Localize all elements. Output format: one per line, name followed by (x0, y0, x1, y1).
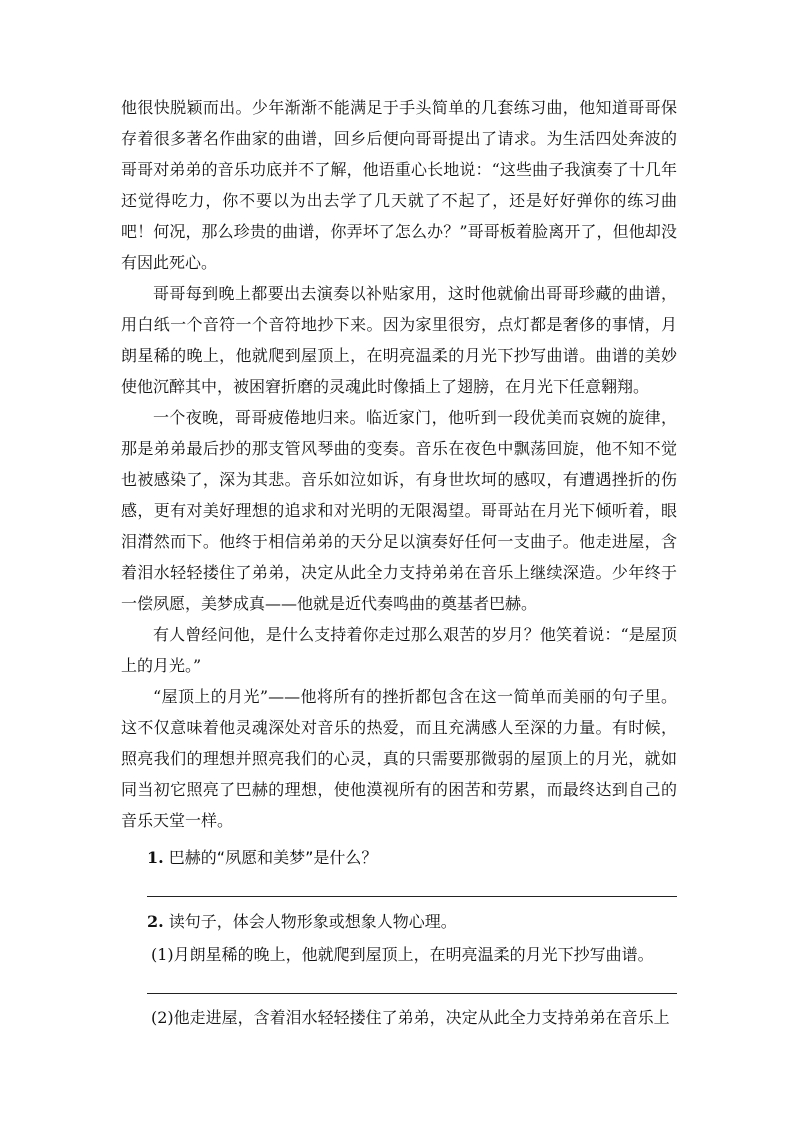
sub-question-number: (2) (151, 1008, 174, 1027)
question-text: 巴赫的“夙愿和美梦”是什么？ (168, 848, 378, 867)
passage-paragraph: “屋顶上的月光”——他将所有的挫折都包含在这一简单而美丽的句子里。这不仅意味着他灵魂深处对音乐的热爱，而且充满感人至深的力量。有时候，照亮我们的理想并照亮我们的心灵，真的只需要那微弱的屋顶上的月光，就如同当初它照亮了巴赫的理想，使他漠视所有的困苦和劳累，而最终达到自己的音乐天堂一样。 (121, 687, 677, 830)
passage-paragraph: 一个夜晚，哥哥疲倦地归来。临近家门，他听到一段优美而哀婉的旋律，那是弟弟最后抄的那支管风琴曲的变奏。音乐在夜色中飘荡回旋，他不知不觉也被感染了，深为其悲。音乐如泣如诉，有身世坎坷的感叹，有遭遇挫折的伤感，更有对美好理想的追求和对光明的无限渴望。哥哥站在月光下倾听着，眼泪潸然而下。他终于相信弟弟的天分足以演奏好任何一支曲子。他走进屋，含着泪水轻轻搂住了弟弟，决定从此全力支持弟弟在音乐上继续深造。少年终于一偿夙愿，美梦成真——他就是近代奏鸣曲的奠基者巴赫。 (121, 408, 677, 613)
sub-question-text: 他走进屋，含着泪水轻轻搂住了弟弟，决定从此全力支持弟弟在音乐上 (173, 1008, 670, 1027)
question-2 (121, 907, 677, 937)
sub-question-number: (1) (151, 945, 174, 964)
passage-paragraph: 有人曾经问他，是什么支持着你走过那么艰苦的岁月？他笑着说：“是屋顶上的月光。” (121, 625, 677, 675)
passage-paragraph: 哥哥每到晚上都要出去演奏以补贴家用，这时他就偷出哥哥珍藏的曲谱，用白纸一个音符一个音符地抄下来。因为家里很穷，点灯都是奢侈的事情，月朗星稀的晚上，他就爬到屋顶上，在明亮温柔的月光下抄写曲谱。曲谱的美妙使他沉醉其中，被困窘折磨的灵魂此时像插上了翅膀，在月光下任意翱翔。 (121, 284, 677, 396)
answer-line[interactable] (147, 874, 677, 897)
answer-line[interactable] (147, 971, 677, 994)
sub-question-1 (121, 941, 677, 969)
sub-question-text: 月朗星稀的晚上，他就爬到屋顶上，在明亮温柔的月光下抄写曲谱。 (173, 945, 654, 964)
sub-question-2 (121, 1004, 677, 1032)
question-1 (121, 844, 677, 872)
question-number: 2. (147, 912, 164, 931)
question-text: 读句子，体会人物形象或想象人物心理。 (168, 912, 457, 931)
page-content (121, 92, 677, 1032)
question-number: 1. (147, 848, 164, 867)
passage-paragraph: 他很快脱颖而出。少年渐渐不能满足于手头简单的几套练习曲，他知道哥哥保存着很多著名作曲家的曲谱，回乡后便向哥哥提出了请求。为生活四处奔波的哥哥对弟弟的音乐功底并不了解，他语重心长地说：“这些曲子我演奏了十几年还觉得吃力，你不要以为出去学了几天就了不起了，还是好好弹你的练习曲吧！何况，那么珍贵的曲谱，你弄坏了怎么办？”哥哥板着脸离开了，但他却没有因此死心。 (121, 98, 677, 272)
